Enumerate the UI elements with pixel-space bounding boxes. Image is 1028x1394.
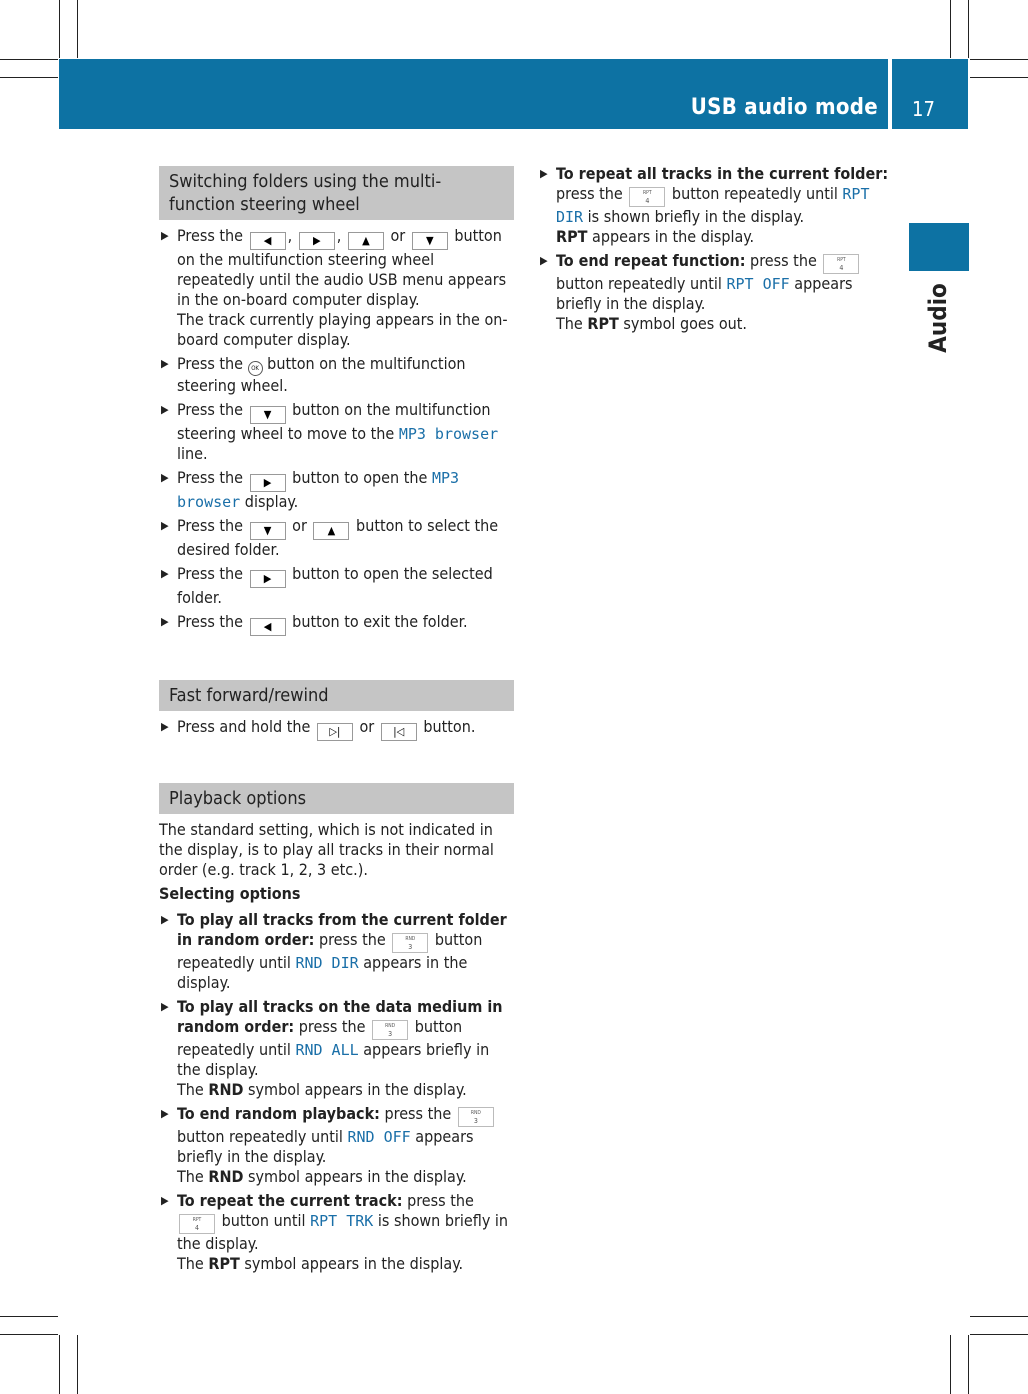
step-arrow-icon: ▶	[161, 913, 169, 926]
right-button-icon: ▶	[250, 570, 286, 588]
up-button-icon: ▲	[348, 232, 384, 250]
crop-mark	[950, 1335, 951, 1394]
step-arrow-icon: ▶	[161, 1194, 169, 1207]
left-column	[159, 166, 514, 1278]
rpt-button-icon: RPT 4	[179, 1214, 215, 1234]
step: ▶ Press the ◀ button to exit the folder.	[159, 612, 514, 636]
step-arrow-icon: ▶	[161, 403, 169, 416]
display-text: RPT OFF	[726, 275, 790, 293]
display-text: MP3 browser	[398, 425, 499, 443]
display-text: MP3 browser	[177, 469, 460, 511]
crop-mark	[970, 59, 1028, 60]
step-arrow-icon: ▶	[161, 615, 169, 628]
step-arrow-icon: ▶	[161, 1107, 169, 1120]
previous-track-button-icon: |◁	[381, 723, 417, 741]
rnd-button-icon: RND 3	[372, 1020, 408, 1040]
header-title: USB audio mode	[690, 95, 878, 120]
rnd-button-icon: RND 3	[392, 933, 428, 953]
chapter-tab	[909, 223, 969, 271]
step-arrow-icon: ▶	[540, 167, 548, 180]
page-number-box	[892, 59, 968, 129]
crop-mark	[77, 0, 78, 58]
left-button-icon: ◀	[250, 618, 286, 636]
step-arrow-icon: ▶	[540, 254, 548, 267]
next-track-button-icon: ▷|	[317, 723, 353, 741]
right-button-icon: ▶	[299, 232, 335, 250]
down-button-icon: ▼	[250, 406, 286, 424]
intro-paragraph: The standard setting, which is not indicated in the display, is to play all tracks in their normal order (e.g. track 1, 2, 3 etc.).	[159, 820, 494, 879]
crop-mark	[950, 0, 951, 58]
crop-mark	[970, 1334, 1028, 1335]
left-button-icon: ◀	[250, 232, 286, 250]
crop-mark	[968, 0, 969, 58]
right-column	[538, 164, 893, 338]
subheading: Selecting options	[159, 884, 301, 903]
display-text: RPT DIR	[556, 185, 870, 226]
chapter-label: Audio	[924, 283, 952, 353]
section-heading: Fast forward/rewind	[159, 680, 514, 711]
crop-mark	[0, 1316, 58, 1317]
step: ▶ To repeat all tracks in the current folder: press the RPT 4 button repeatedly until RPT DIR is shown briefly in the display. RPT appears in the display.	[540, 164, 889, 246]
down-button-icon: ▼	[250, 522, 286, 540]
step: ▶ Press the ▼ button on the multifunction steering wheel to move to the MP3 browser line.	[161, 400, 499, 463]
step: ▶ To end random playback: press the RND 3 button repeatedly until RND OFF appears briefly in the display. The RND symbol appears in the display.	[159, 1104, 514, 1187]
step-arrow-icon: ▶	[161, 519, 169, 532]
step: ▶ To end repeat function: press the RPT 4 button repeatedly until RPT OFF appears briefly in the display. The RPT symbol goes out.	[538, 251, 893, 334]
display-text: RPT TRK	[310, 1212, 374, 1230]
step: ▶ To play all tracks from the current folder in random order: press the RND 3 button repeatedly until RND DIR appears in the display.	[161, 910, 507, 992]
step: ▶ Press the ▼ or ▲ button to select the desired folder.	[161, 516, 499, 559]
step-arrow-icon: ▶	[161, 720, 169, 733]
rpt-button-icon: RPT 4	[629, 187, 665, 207]
display-text: RND OFF	[347, 1128, 411, 1146]
display-text: RND ALL	[295, 1041, 359, 1059]
rpt-button-icon: RPT 4	[823, 254, 859, 274]
crop-mark	[970, 1316, 1028, 1317]
step-arrow-icon: ▶	[161, 471, 169, 484]
step: ▶ To repeat the current track: press the RPT 4 button until RPT TRK is shown briefly in the display. The RPT symbol appears in the display.	[161, 1191, 509, 1273]
crop-mark	[970, 77, 1028, 78]
up-button-icon: ▲	[313, 522, 349, 540]
step: ▶ Press the OK button on the multifunction steering wheel.	[161, 354, 466, 395]
section-heading: Switching folders using the multi- function steering wheel	[159, 166, 514, 220]
rnd-button-icon: RND 3	[458, 1107, 494, 1127]
crop-mark	[0, 59, 58, 60]
page-number: 17	[912, 97, 935, 121]
step-note: The track currently playing appears in the on-board computer display.	[177, 310, 508, 349]
step: ▶ Press the ▶ button to open the selected folder.	[161, 564, 493, 607]
down-button-icon: ▼	[412, 232, 448, 250]
page-header	[59, 59, 888, 129]
step: ▶ Press the ◀ , ▶ , ▲ or ▼ button on the multifunction steering wheel repeatedly until the audio USB menu appears in the on-board computer display. The track currently playing appears in the on-board computer display.	[161, 226, 508, 349]
step: ▶ Press and hold the ▷| or |◁ button.	[159, 717, 514, 741]
section-heading: Playback options	[159, 783, 514, 814]
ok-button-icon: OK	[248, 361, 263, 376]
crop-mark	[59, 1335, 60, 1394]
crop-mark	[0, 1334, 58, 1335]
display-text: RND DIR	[295, 954, 359, 972]
crop-mark	[77, 1335, 78, 1394]
crop-mark	[0, 77, 58, 78]
crop-mark	[59, 0, 60, 58]
step: ▶ Press the ▶ button to open the MP3 browser display.	[161, 468, 460, 511]
step-arrow-icon: ▶	[161, 357, 169, 370]
step-arrow-icon: ▶	[161, 1000, 169, 1013]
step-arrow-icon: ▶	[161, 567, 169, 580]
step-arrow-icon: ▶	[161, 229, 169, 242]
step: ▶ To play all tracks on the data medium in random order: press the RND 3 button repeatedly until RND ALL appears briefly in the display. The RND symbol appears in the display.	[161, 997, 503, 1099]
right-button-icon: ▶	[250, 474, 286, 492]
crop-mark	[968, 1335, 969, 1394]
